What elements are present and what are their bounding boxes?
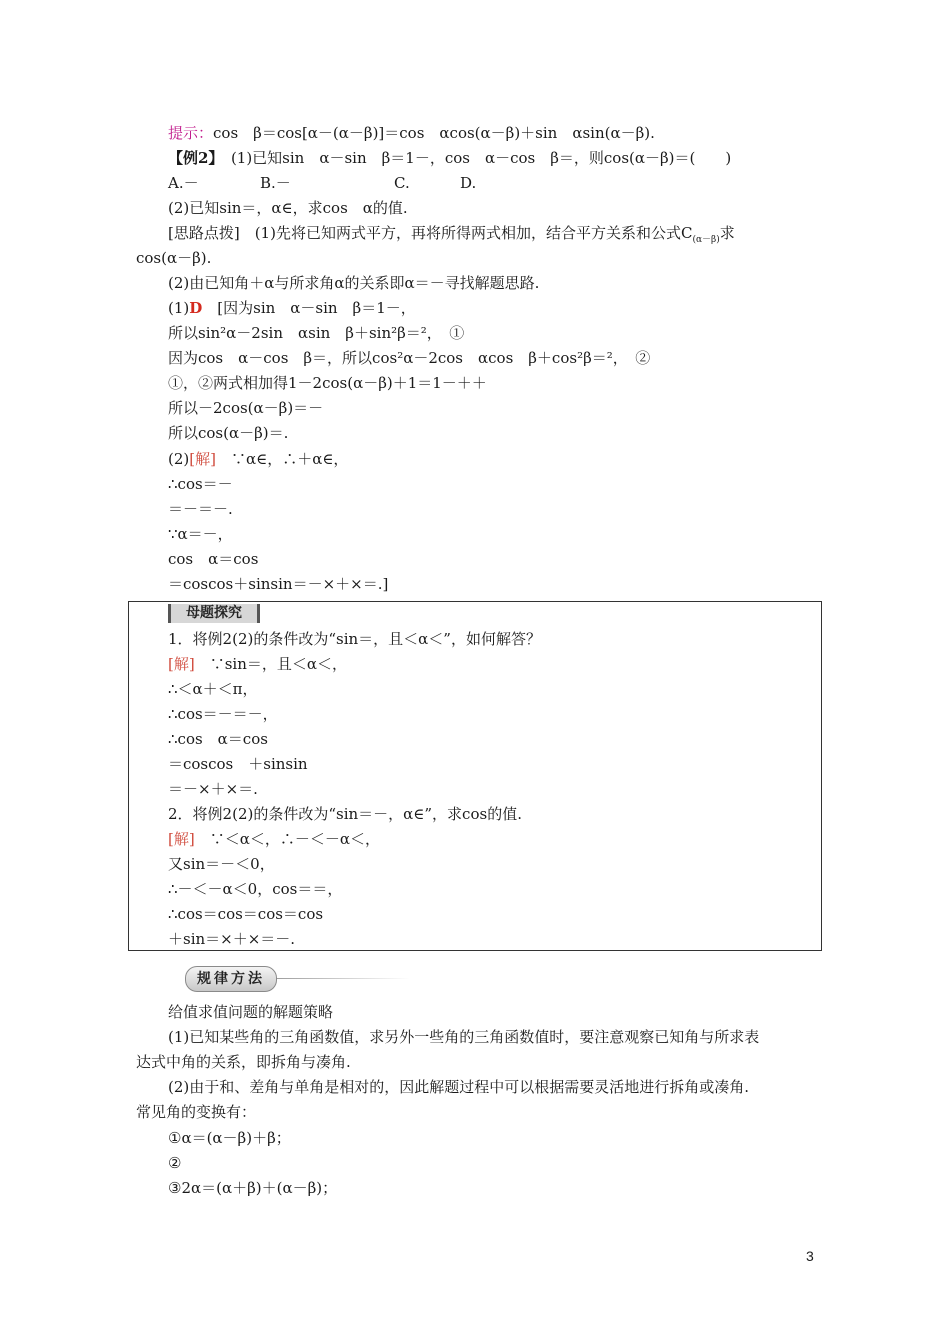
option-c: C. [394,174,410,192]
solution1-line-3: 因为cos α－cos β＝，所以cos²α－2cos αcos β＋cos²β＝²， ② [168,349,651,367]
method-p2-line-2: 常见角的变换有： [136,1103,257,1121]
solution2-tag: [解] [189,450,216,468]
thinking-text: [思路点拨] (1)先将已知两式平方，再将所得两式相加，结合平方关系和公式C [168,224,693,242]
explore-s2-line-2: 又sin＝－＜0， [168,855,275,873]
thinking-line-2: cos(α－β). [136,249,212,267]
example-question-1 [168,148,731,168]
hint-label: 提示： [168,124,214,142]
method-p1-line-1: (1)已知某些角的三角函数值，求另外一些角的三角函数值时，要注意观察已知角与所求表 [168,1028,760,1046]
solution1-line-5: 所以－2cos(α－β)＝－ [168,399,324,417]
method-tag-underline [270,978,410,979]
method-title: 给值求值问题的解题策略 [168,1003,334,1021]
explore-question-2: 2．将例2(2)的条件改为“sin＝－，α∈”，求cos的值. [168,805,522,823]
example-q1-text: (1)已知sin α－sin β＝1－，cos α－cos β＝，则cos(α－β)＝( ) [215,149,732,167]
thinking-end: 求 [719,224,735,242]
explore-s1-line-3: ∴cos＝－＝－， [168,705,278,723]
method-item-1: ①α＝(α－β)＋β； [168,1129,291,1147]
solution1-line-6: 所以cos(α－β)＝. [168,424,289,442]
solution1-line-4: ①，②两式相加得1－2cos(α－β)＋1＝1－＋＋ [168,374,487,392]
example-question-2: (2)已知sin＝，α∈，求cos α的值. [168,199,408,217]
solution2-line-5: cos α＝cos [168,550,259,568]
solution1-line-2: 所以sin²α－2sin αsin β＋sin²β＝²， ① [168,324,465,342]
explore-s1-line-2: ∴＜α＋＜π， [168,680,258,698]
explore-s2-line-3: ∴－＜－α＜0，cos＝＝， [168,880,343,898]
option-d: D. [460,174,477,192]
explore-s1-line-5: ＝coscos ＋sinsin [168,755,308,773]
thinking-line-1 [168,223,735,250]
thinking-line-3: (2)由已知角＋α与所求角α的关系即α＝－寻找解题思路. [168,274,540,292]
method-p1-line-2: 达式中角的关系，即拆角与凑角. [136,1053,351,1071]
solution1-prefix: (1) [168,299,190,317]
solution2-line-1 [168,449,348,469]
explore-s2-text-0: ∵＜α＜，∴－＜－α＜， [194,830,380,848]
explore-s1-tag: [解] [168,655,195,673]
solution2-text-0: ∵α∈，∴＋α∈， [215,450,349,468]
method-item-3: ③2α＝(α＋β)＋(α－β)； [168,1179,338,1197]
explore-s1-line-1 [168,654,347,674]
explore-s2-tag: [解] [168,830,195,848]
explore-s2-line-5: ＋sin＝×＋×＝－. [168,930,296,948]
explore-question-1: 1．将例2(2)的条件改为“sin＝，且＜α＜”，如何解答？ [168,630,541,648]
solution1-text-0: [因为sin α－sin β＝1－， [202,299,416,317]
method-tag: 规律方法 [185,966,277,992]
hint-line [168,123,655,143]
solution2-line-2: ∴cos＝－ [168,475,233,493]
solution2-prefix: (2) [168,450,190,468]
explore-s1-line-6: ＝－×＋×＝. [168,780,258,798]
solution2-line-3: ＝－＝－. [168,500,233,518]
explore-s2-line-4: ∴cos＝cos＝cos＝cos [168,905,324,923]
explore-tag: 母题探究 [168,604,260,623]
example-label: 【例2】 [168,149,216,167]
solution2-line-4: ∵α＝－， [168,525,233,543]
explore-s2-line-1 [168,829,380,849]
option-b: B.－ [260,174,291,192]
option-a: A.－ [168,174,199,192]
explore-s1-line-4: ∴cos α＝cos [168,730,268,748]
hint-text: cos β＝cos[α－(α－β)]＝cos αcos(α－β)＋sin αsin(α－β). [213,124,655,142]
explore-s1-text-0: ∵sin＝，且＜α＜， [194,655,348,673]
method-item-2: ② [168,1154,182,1172]
thinking-subscript: (α－β) [692,235,720,245]
page-number: 3 [806,1248,814,1264]
method-p2-line-1: (2)由于和、差角与单角是相对的，因此解题过程中可以根据需要灵活地进行拆角或凑角. [168,1078,750,1096]
solution2-line-6: ＝coscos＋sinsin＝－×＋×＝.] [168,575,389,593]
solution1-answer: D [189,299,203,317]
solution1-line-1 [168,298,416,318]
